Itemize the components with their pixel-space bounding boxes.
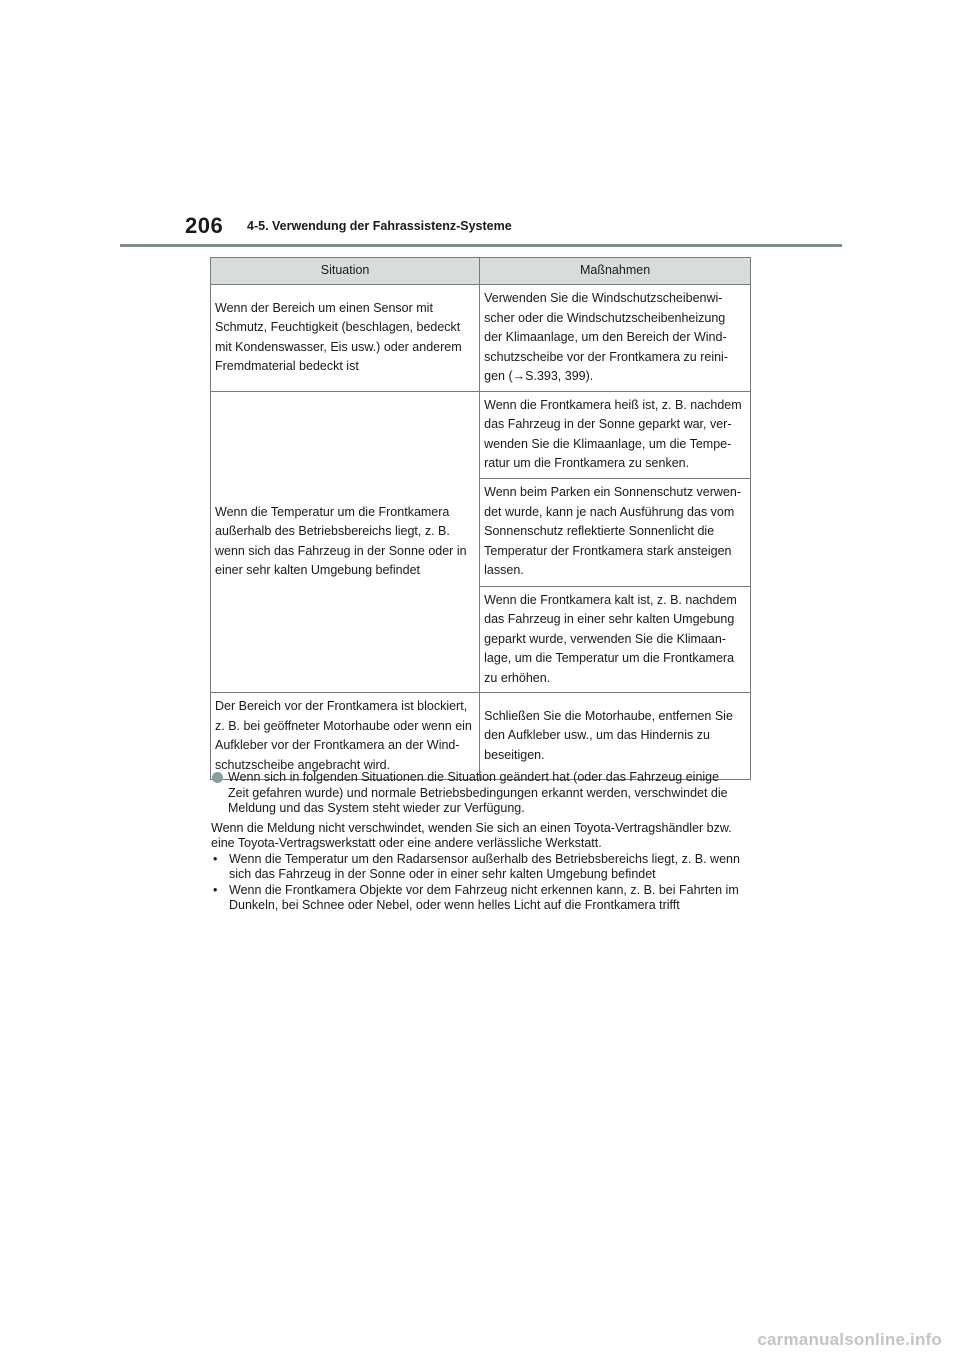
list-marker: • (213, 882, 218, 897)
list-item-text: Wenn die Frontkamera Objekte vor dem Fahrzeug nicht erkennen kann, z. B. bei Fahrten im Dunkeln, bei Schnee oder Nebel, oder wenn helles Licht auf die Frontkamera trifft (229, 882, 739, 912)
header-rule (120, 244, 842, 247)
measure-text: Wenn die Frontkamera kalt ist, z. B. nachdem das Fahrzeug in einer sehr kalten Umgebung geparkt wurde, verwenden Sie die Klimaan- lage, um die Temperatur um die Frontkamera zu erhöhen. (484, 592, 737, 685)
watermark: carmanualsonline.info (757, 1330, 942, 1349)
situation-text: Wenn die Temperatur um die Frontkamera außerhalb des Betriebsbereichs liegt, z. B. wenn sich das Fahrzeug in der Sonne oder in einer sehr kalten Umgebung befindet (215, 504, 467, 578)
table-header-row (211, 258, 751, 285)
section-title: 4-5. Verwendung der Fahrassistenz-Systeme (247, 219, 512, 233)
situation-table (210, 257, 751, 780)
measure-text: Wenn beim Parken ein Sonnenschutz verwen- det wurde, kann je nach Ausführung das vom Sonnenschutz reflektierte Sonnenlicht die Temperatur der Frontkamera stark ansteigen lassen. (484, 485, 741, 578)
measure-text: Wenn die Frontkamera heiß ist, z. B. nachdem das Fahrzeug in der Sonne geparkt war, ver- wenden Sie die Klimaanlage, um die Tempe- ratur um die Frontkamera zu senken. (484, 397, 742, 470)
situation-text: Der Bereich vor der Frontkamera ist blockiert, z. B. bei geöffneter Motorhaube oder wenn ein Aufkleber vor der Frontkamera an der Wind- schutzscheibe angebracht wird. (215, 699, 472, 772)
measure-cell (480, 693, 751, 780)
table-row (211, 391, 751, 478)
measure-cell (480, 285, 751, 392)
measure-cell (480, 391, 751, 478)
measure-cell (480, 586, 751, 693)
situation-cell (211, 285, 480, 392)
measure-text: Schließen Sie die Motorhaube, entfernen Sie den Aufkleber usw., um das Hindernis zu beseitigen. (484, 708, 733, 762)
bullet-note (211, 770, 751, 817)
list-item-text: Wenn die Temperatur um den Radarsensor außerhalb des Betriebsbereichs liegt, z. B. wenn sich das Fahrzeug in der Sonne oder in einer sehr kalten Umgebung befindet (229, 851, 740, 881)
measure-text: Verwenden Sie die Windschutzscheibenwi- scher oder die Windschutzscheibenheizung der Klimaanlage, um den Bereich der Wind- schutzscheibe vor der Frontkamera zu reini- gen (→S.393, 399). (484, 291, 728, 383)
notes-section (211, 770, 751, 914)
table-row (211, 285, 751, 392)
circle-bullet-icon (212, 772, 223, 783)
measure-cell (480, 478, 751, 586)
list-item (211, 883, 751, 914)
situation-cell (211, 391, 480, 693)
page-number: 206 (185, 213, 224, 238)
table-row (211, 693, 751, 780)
list-item (211, 852, 751, 883)
column-header-situation: Situation (211, 258, 480, 285)
bullet-note-text: Wenn sich in folgenden Situationen die Situation geändert hat (oder das Fahrzeug einige Zeit gefahren wurde) und normale Betriebsbedingungen erkannt werden, verschwindet die Meldung und das System steht wieder zur Verfügung. (228, 770, 728, 815)
situation-text: Wenn der Bereich um einen Sensor mit Schmutz, Feuchtigkeit (beschlagen, bedeckt mit Kondenswasser, Eis usw.) oder anderem Fremdmaterial bedeckt ist (215, 300, 462, 374)
note-paragraph: Wenn die Meldung nicht verschwindet, wenden Sie sich an einen Toyota-Vertragshändler bzw. eine Toyota-Vertragswerkstatt oder eine andere verlässliche Werkstatt. (211, 820, 732, 850)
list-marker: • (213, 851, 218, 866)
situation-cell (211, 693, 480, 780)
column-header-measures: Maßnahmen (480, 258, 751, 285)
